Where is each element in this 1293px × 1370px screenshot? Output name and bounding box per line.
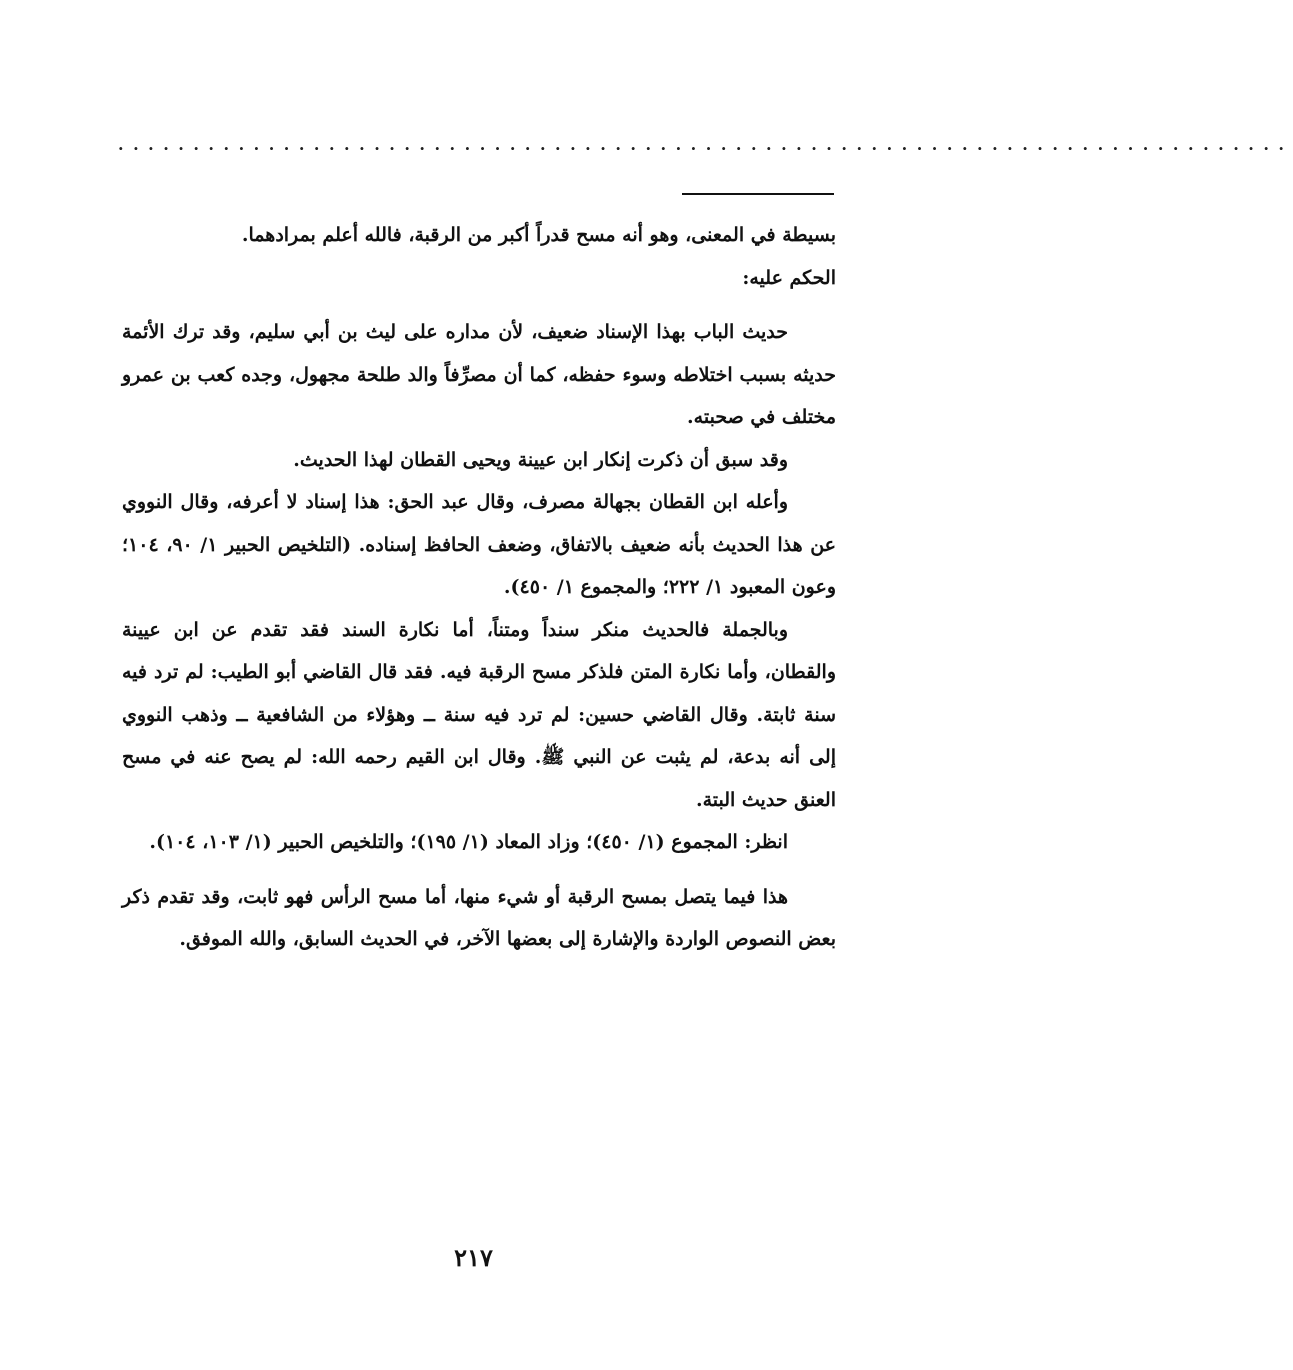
paragraph-ruling: حديث الباب بهذا الإسناد ضعيف، لأن مداره على ليث بن أبي سليم، وقد ترك الأئمة حديثه بسبب اختلاطه وسوء حفظه، كما أن مصرِّفاً والد طلحة مجهول، وجده كعب بن عمرو مختلف في صحبته.	[122, 321, 836, 428]
body-text	[122, 214, 836, 961]
paragraph-conclusion: هذا فيما يتصل بمسح الرقبة أو شيء منها، أما مسح الرأس فهو ثابت، وقد تقدم ذكر بعض النصوص الواردة والإشارة إلى بعضها الآخر، في الحديث السابق، والله الموفق.	[122, 885, 836, 950]
paragraph-references: انظر: المجموع (١/ ٤٥٠)؛ وزاد المعاد (١/ ١٩٥)؛ والتلخيص الحبير (١/ ١٠٣، ١٠٤).	[149, 831, 788, 853]
page-number: ٢١٧	[454, 1243, 493, 1272]
section-heading: الحكم عليه:	[742, 266, 836, 289]
paragraph-continuation: بسيطة في المعنى، وهو أنه مسح قدراً أكبر من الرقبة، فالله أعلم بمرادهما.	[241, 224, 836, 246]
footnote-rule	[682, 193, 834, 195]
paragraph-earlier-mention: وقد سبق أن ذكرت إنكار ابن عيينة ويحيى القطان لهذا الحديث.	[293, 448, 788, 471]
paragraph-summary: وبالجملة فالحديث منكر سنداً ومتناً، أما نكارة السند فقد تقدم عن ابن عيينة والقطان، وأما نكارة المتن فلذكر مسح الرقبة فيه. فقد قال القاضي أبو الطيب: لم ترد فيه سنة ثابتة. وقال القاضي حسين: لم ترد فيه سنة ــ وهؤلاء من الشافعية ــ وذهب النووي إلى أنه بدعة، لم يثبت عن النبي ﷺ. وقال ابن القيم رحمه الله: لم يصح عنه في مسح العنق حديث البتة.	[122, 618, 836, 811]
paragraph-criticism: وأعله ابن القطان بجهالة مصرف، وقال عبد الحق: هذا إسناد لا أعرفه، وقال النووي عن هذا الحديث بأنه ضعيف بالاتفاق، وضعف الحافظ إسناده. (التلخيص الحبير ١/ ٩٠، ١٠٤؛ وعون المعبود ١/ ٢٢٢؛ والمجموع ١/ ٤٥٠).	[122, 491, 836, 598]
separator-dots: ..............................................................................	[118, 135, 1293, 154]
